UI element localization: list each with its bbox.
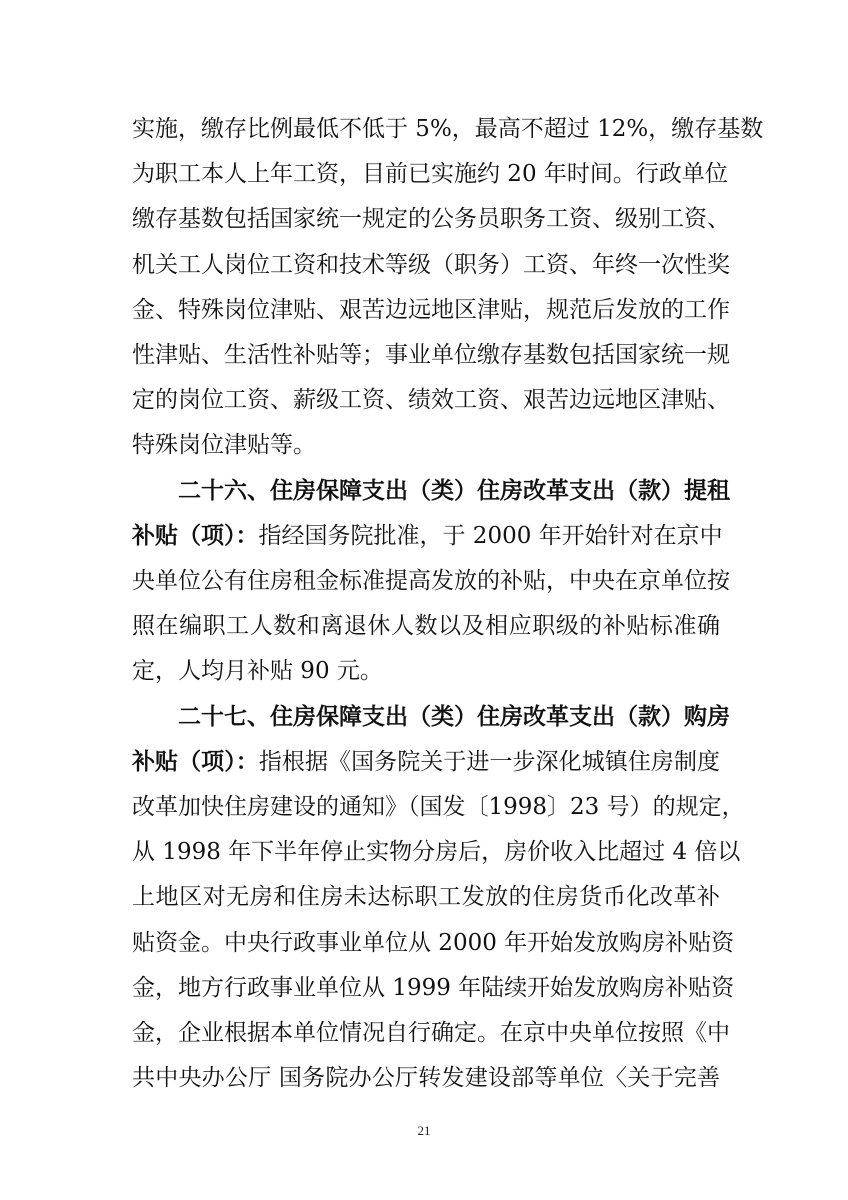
paragraph3-line-7: 金，地方行政事业单位从 1999 年陆续开始发放购房补贴资 bbox=[132, 975, 735, 1001]
paragraph3-line-2-text: 指根据《国务院关于进一步深化城镇住房制度 bbox=[258, 749, 721, 775]
paragraph1-line-1: 实施，缴存比例最低不低于 5%，最高不超过 12%，缴存基数 bbox=[132, 116, 764, 142]
paragraph2-line-2 bbox=[132, 521, 723, 551]
paragraph3-line-6: 贴资金。中央行政事业单位从 2000 年开始发放购房补贴资 bbox=[132, 930, 735, 956]
paragraph2-line-3: 央单位公有住房租金标准提高发放的补贴，中央在京单位按 bbox=[132, 568, 730, 594]
paragraph3-line-8: 金，企业根据本单位情况自行确定。在京中央单位按照《中 bbox=[132, 1020, 730, 1046]
paragraph1-line-2: 为职工本人上年工资，目前已实施约 20 年时间。行政单位 bbox=[132, 161, 728, 187]
paragraph1-line-7: 定的岗位工资、薪级工资、绩效工资、艰苦边远地区津贴、 bbox=[132, 387, 730, 413]
page-number: 21 bbox=[417, 1123, 431, 1138]
paragraph3-line-3: 改革加快住房建设的通知》（国发〔1998〕23 号）的规定， bbox=[132, 794, 745, 820]
paragraph1-line-8: 特殊岗位津贴等。 bbox=[132, 432, 316, 458]
paragraph2-line-2-text: 指经国务院批准，于 2000 年开始针对在京中 bbox=[258, 523, 723, 549]
paragraph2-line-5: 定，人均月补贴 90 元。 bbox=[132, 658, 383, 684]
paragraph3-heading-cont: 补贴（项）： bbox=[132, 748, 259, 775]
paragraph3-line-5: 上地区对无房和住房未达标职工发放的住房货币化改革补 bbox=[132, 884, 720, 910]
paragraph3-heading: 二十七、住房保障支出（类）住房改革支出（款）购房 bbox=[178, 703, 730, 730]
paragraph1-line-6: 性津贴、生活性补贴等；事业单位缴存基数包括国家统一规 bbox=[132, 342, 730, 368]
paragraph2-line-4: 照在编职工人数和离退休人数以及相应职级的补贴标准确 bbox=[132, 613, 720, 639]
paragraph3-line-4: 从 1998 年下半年停止实物分房后，房价收入比超过 4 倍以 bbox=[132, 839, 741, 865]
paragraph2-heading: 二十六、住房保障支出（类）住房改革支出（款）提租 bbox=[178, 477, 730, 504]
paragraph1-line-3: 缴存基数包括国家统一规定的公务员职务工资、级别工资、 bbox=[132, 206, 730, 232]
paragraph3-line-2 bbox=[132, 747, 720, 777]
paragraph1-line-5: 金、特殊岗位津贴、艰苦边远地区津贴，规范后发放的工作 bbox=[132, 297, 730, 323]
paragraph1-line-4: 机关工人岗位工资和技术等级（职务）工资、年终一次性奖 bbox=[132, 252, 730, 278]
paragraph2-heading-cont: 补贴（项）： bbox=[132, 522, 259, 549]
paragraph3-line-9: 共中央办公厅 国务院办公厅转发建设部等单位〈关于完善 bbox=[132, 1065, 720, 1091]
